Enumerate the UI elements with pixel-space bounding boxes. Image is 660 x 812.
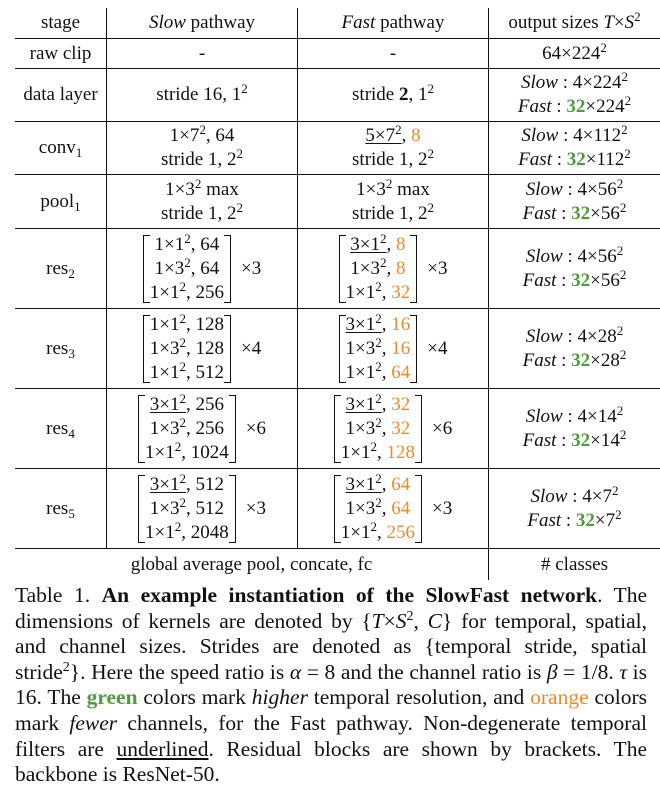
output-res5: Slow : $4\times 7^2$ Fast : $32\times 7^2$ — [489, 469, 660, 549]
output-pool1: Slow : $4\times 56^2$ Fast : $32\times 56^2$ — [489, 175, 660, 229]
fast-res2 — [298, 229, 489, 309]
slow-res4 — [107, 389, 298, 469]
header-slow-pathway: Slow pathway — [107, 8, 298, 39]
block-multiplier: ×3 — [427, 257, 448, 279]
table-row-res4 — [15, 389, 660, 469]
header-fast-pathway: Fast pathway — [298, 8, 489, 39]
stage-res4: res$_4$ — [15, 389, 107, 469]
header-stage: stage — [15, 8, 107, 39]
stage-res2: res$_2$ — [15, 229, 107, 309]
header-output-sizes: output sizes $T\times S^2$ — [489, 8, 660, 39]
fast-res3 — [298, 309, 489, 389]
caption-orange-word: orange — [530, 685, 589, 710]
fast-res4 — [298, 389, 489, 469]
output-res3: Slow : $4\times 28^2$ Fast : $32\times 28^2$ — [489, 309, 660, 389]
table-header-row — [15, 8, 660, 39]
table-row-raw-clip — [15, 39, 660, 69]
stage-res5: res$_5$ — [15, 469, 107, 549]
block-multiplier: ×6 — [245, 417, 266, 439]
slow-res2 — [107, 229, 298, 309]
table-row-data-layer — [15, 69, 660, 122]
output-res2: Slow : $4\times 56^2$ Fast : $32\times 56^2$ — [489, 229, 660, 309]
stage-raw-clip: raw clip — [15, 39, 107, 69]
output-conv1: Slow : $4\times 112^2$ Fast : $32\times 112^2$ — [489, 122, 660, 175]
fast-res5 — [298, 469, 489, 549]
stage-data-layer: data layer — [15, 69, 107, 122]
fast-conv1: $5\times 7^2$, 8 stride 1, $2^2$ — [298, 122, 489, 175]
fast-data-layer: stride 2, $1^2$ — [298, 69, 489, 122]
caption-green-word: green — [86, 685, 138, 710]
output-res4: Slow : $4\times 14^2$ Fast : $32\times 14^2$ — [489, 389, 660, 469]
output-raw-clip: $64\times 224^2$ — [489, 39, 660, 69]
table-row-pool1 — [15, 175, 660, 229]
block-multiplier: ×3 — [245, 497, 266, 519]
residual-bracket: $3\times 1^2$, 8 $1\times 3^2$, 8 $1\times 1^2$, 32 — [339, 233, 418, 305]
residual-bracket: $3\times 1^2$, 256 $1\times 3^2$, 256 $1\times 1^2$, 1024 — [138, 393, 236, 465]
table-row-final — [15, 549, 660, 581]
slow-res3 — [107, 309, 298, 389]
table-row-res2 — [15, 229, 660, 309]
caption-title: An example instantiation of the SlowFast network — [101, 583, 598, 607]
table-caption: Table 1. An example instantiation of the SlowFast network. The dimensions of kernels are denoted by {$T\times S^2$, C} for temporal, spatial, and channel sizes. Strides are denoted as {temporal stride, spatial stride$^2$}. Here the speed ratio is α = 8 and the channel ratio is β = 1/8. τ is 16. The green colors mark higher temporal resolution, and orange colors mark fewer channels, for the Fast pathway. Non-degenerate temporal filters are underlined. Residual blocks are shown by brackets. The backbone is ResNet-50. — [15, 583, 648, 787]
residual-bracket: $1\times 1^2$, 128 $1\times 3^2$, 128 $1\times 1^2$, 512 — [143, 313, 231, 385]
residual-bracket: $3\times 1^2$, 512 $1\times 3^2$, 512 $1\times 1^2$, 2048 — [138, 473, 236, 545]
residual-bracket: $3\times 1^2$, 32 $1\times 3^2$, 32 $1\times 1^2$, 128 — [334, 393, 422, 465]
residual-bracket: $1\times 1^2$, 64 $1\times 3^2$, 64 $1\times 1^2$, 256 — [143, 233, 231, 305]
block-multiplier: ×3 — [241, 257, 262, 279]
caption-label: Table 1. — [15, 583, 102, 607]
slow-conv1: $1\times 7^2$, 64 stride 1, $2^2$ — [107, 122, 298, 175]
fast-raw-clip: - — [298, 39, 489, 69]
block-multiplier: ×4 — [241, 337, 262, 359]
slow-raw-clip: - — [107, 39, 298, 69]
block-multiplier: ×4 — [427, 337, 448, 359]
output-data-layer: Slow : $4\times 224^2$ Fast : $32\times 224^2$ — [489, 69, 660, 122]
table-row-res5 — [15, 469, 660, 549]
stage-conv1: conv$_1$ — [15, 122, 107, 175]
table-row-res3 — [15, 309, 660, 389]
residual-bracket: $3\times 1^2$, 16 $1\times 3^2$, 16 $1\times 1^2$, 64 — [339, 313, 418, 385]
final-layers: global average pool, concate, fc — [15, 549, 489, 581]
output-final: # classes — [540, 553, 608, 575]
table-row-conv1 — [15, 122, 660, 175]
block-multiplier: ×6 — [432, 417, 453, 439]
block-multiplier: ×3 — [432, 497, 453, 519]
slow-res5 — [107, 469, 298, 549]
fast-pool1: $1\times 3^2$ max stride 1, $2^2$ — [298, 175, 489, 229]
slow-data-layer: stride 16, $1^2$ — [107, 69, 298, 122]
slow-pool1: $1\times 3^2$ max stride 1, $2^2$ — [107, 175, 298, 229]
architecture-table — [15, 8, 660, 580]
stage-pool1: pool$_1$ — [15, 175, 107, 229]
residual-bracket: $3\times 1^2$, 64 $1\times 3^2$, 64 $1\times 1^2$, 256 — [334, 473, 422, 545]
stage-res3: res$_3$ — [15, 309, 107, 389]
